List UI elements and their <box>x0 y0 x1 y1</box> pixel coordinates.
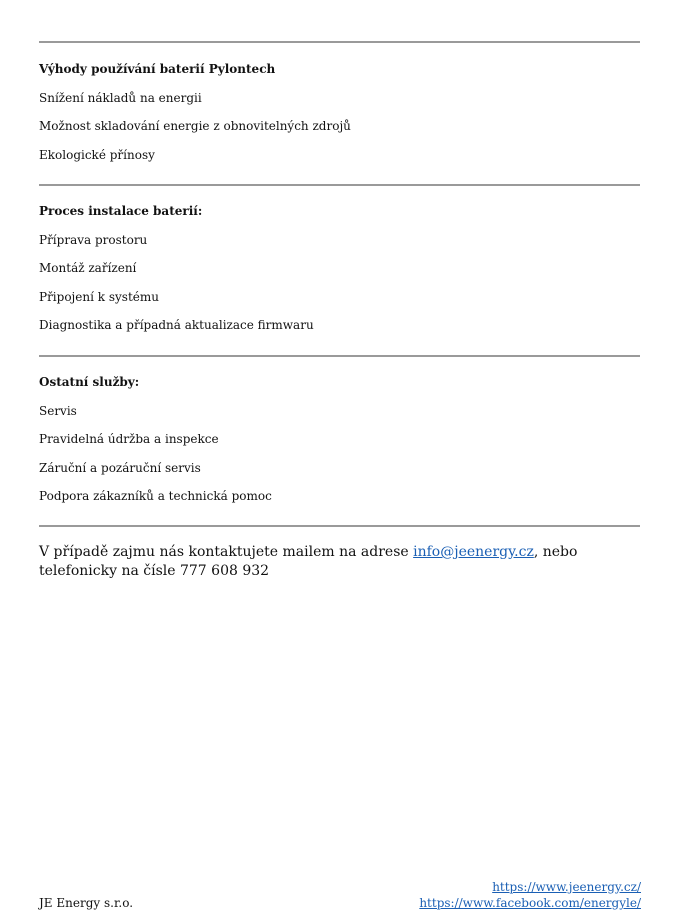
list-item: Snížení nákladů na energii <box>39 90 202 105</box>
contact-paragraph <box>39 543 640 581</box>
website-link[interactable]: https://www.jeenergy.cz/ <box>492 880 641 894</box>
contact-text-after: , nebo telefonicky na čísle 777 608 932 <box>39 544 578 579</box>
email-link[interactable]: info@jeenergy.cz <box>413 544 534 560</box>
list-item: Příprava prostoru <box>39 232 148 247</box>
footer-links <box>419 879 641 911</box>
list-item: Servis <box>39 403 77 418</box>
list-item: Pravidelná údržba a inspekce <box>39 432 219 446</box>
list-item: Záruční a pozáruční servis <box>39 460 201 475</box>
divider-2 <box>39 355 640 357</box>
divider-top <box>39 41 640 43</box>
section-heading-other-services: Ostatní služby: <box>39 375 140 389</box>
list-item: Možnost skladování energie z obnovitelných zdrojů <box>39 119 351 133</box>
list-item: Montáž zařízení <box>39 261 137 275</box>
list-item: Připojení k systému <box>39 289 159 304</box>
section-heading-benefits: Výhody používání baterií Pylontech <box>39 62 276 76</box>
section-other-services <box>39 374 640 517</box>
section-heading-installation: Proces instalace baterií: <box>39 204 203 218</box>
divider-1 <box>39 184 640 186</box>
section-installation <box>39 203 640 346</box>
list-item: Podpora zákazníků a technická pomoc <box>39 489 272 503</box>
footer-company: JE Energy s.r.o. <box>39 896 134 910</box>
contact-text-before: V případě zajmu nás kontaktujete mailem na adrese <box>39 544 414 560</box>
facebook-link[interactable]: https://www.facebook.com/energyle/ <box>419 896 641 910</box>
section-benefits <box>39 61 640 175</box>
divider-3 <box>39 525 640 527</box>
list-item: Diagnostika a případná aktualizace firmwaru <box>39 318 314 332</box>
list-item: Ekologické přínosy <box>39 147 155 162</box>
